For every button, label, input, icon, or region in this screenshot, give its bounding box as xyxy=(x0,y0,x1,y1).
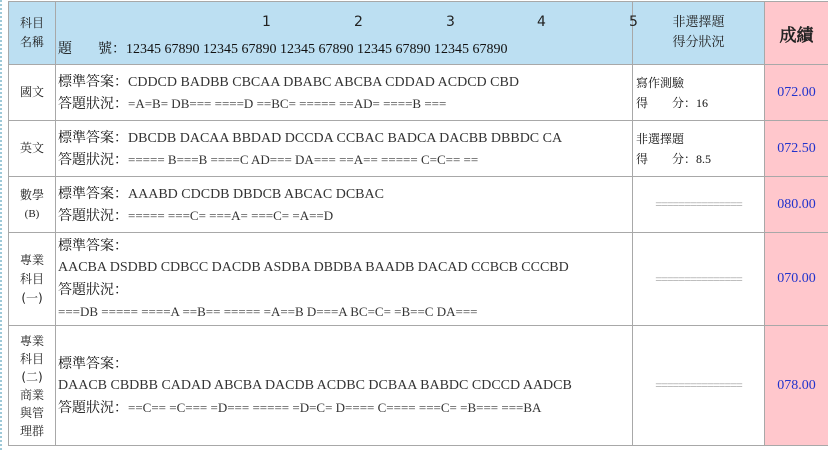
column-number-1: 1 xyxy=(262,14,271,30)
subject-name-professional-2 xyxy=(9,326,56,446)
nonselect-header-line-1: 非選擇題 xyxy=(672,15,725,30)
subject-name-line: 專業 xyxy=(19,252,44,267)
extra-dash: =============== xyxy=(633,177,765,233)
answer-status-label: 答題狀況： xyxy=(58,151,128,168)
subject-header-line-1: 科目 xyxy=(19,16,44,30)
answer-status: ===== ===C= ===A= ===C= =A==D xyxy=(128,207,334,223)
header-row xyxy=(9,2,828,65)
answer-status: ==C== =C=== =D=== ===== =D=C= D==== C==== ===C= =B=== ===BA xyxy=(128,399,542,415)
answer-cell xyxy=(56,65,633,121)
score-value: 080.00 xyxy=(765,177,828,233)
answer-status: ===DB ===== ====A ==B== ===== =A==B D===A BC=C= =B==C DA=== xyxy=(58,304,478,319)
subject-row-english xyxy=(9,121,828,177)
standard-answer: DAACB CBDBB CADAD ABCBA DACDB ACDBC DCBAA BABDC CDCCD AADCB xyxy=(58,377,572,393)
question-label-1: 題 xyxy=(58,41,72,57)
extra-title: 寫作測驗 xyxy=(636,75,685,90)
answer-status: ===== B===B ====C AD=== DA=== ==A== ===== C=C== == xyxy=(128,151,479,167)
score-value: 070.00 xyxy=(765,233,828,326)
subject-name-line: (B) xyxy=(24,207,40,220)
question-numbers: 12345 67890 12345 67890 12345 67890 12345 67890 12345 67890 xyxy=(126,42,508,57)
standard-answer: DBCDB DACAA BBDAD DCCDA CCBAC BADCA DACBB DBBDC CA xyxy=(128,130,563,146)
extra-score: 8.5 xyxy=(696,151,712,166)
nonselect-header xyxy=(633,2,765,65)
subject-name-line: 商業 xyxy=(19,387,44,402)
subject-header xyxy=(9,2,56,65)
subject-name-line: 國文 xyxy=(19,85,44,99)
subject-row-professional-1 xyxy=(9,233,828,326)
subject-name-line: (一) xyxy=(21,290,43,305)
answer-cell xyxy=(56,177,633,233)
extra-dash: =============== xyxy=(633,233,765,326)
extra-score-cell xyxy=(633,121,765,177)
subject-name-line: 科目 xyxy=(19,351,44,366)
question-number-line xyxy=(58,38,508,58)
column-number-5: 5 xyxy=(629,14,638,30)
subject-row-chinese xyxy=(9,65,828,121)
answer-status-label: 答題狀況： xyxy=(58,282,128,298)
question-label-2: 號： xyxy=(98,41,126,57)
score-table xyxy=(8,1,828,446)
subject-row-math xyxy=(9,177,828,233)
nonselect-header-line-2: 得分狀況 xyxy=(672,35,725,50)
column-number-3: 3 xyxy=(446,14,455,30)
standard-answer-label: 標準答案： xyxy=(58,355,128,372)
answer-status-label: 答題狀況： xyxy=(58,207,128,224)
subject-name-line: 與管 xyxy=(19,405,44,420)
standard-answer: AAABD CDCDB DBDCB ABCAC DCBAC xyxy=(128,186,384,202)
answer-cell xyxy=(56,233,633,326)
subject-header-line-2: 名稱 xyxy=(19,35,44,49)
extra-score-cell xyxy=(633,65,765,121)
standard-answer-label: 標準答案： xyxy=(58,185,128,202)
question-number-header xyxy=(56,2,638,65)
extra-dash: =============== xyxy=(633,326,765,446)
subject-name-line: 專業 xyxy=(19,333,44,348)
subject-name-math xyxy=(9,177,56,233)
score-value: 078.00 xyxy=(765,326,828,446)
extra-score-label: 得 分： xyxy=(636,95,697,110)
answer-cell xyxy=(56,326,633,446)
subject-name-english xyxy=(9,121,56,177)
left-dotted-border xyxy=(0,0,5,450)
score-value: 072.50 xyxy=(765,121,828,177)
subject-name-line: 科目 xyxy=(19,271,44,286)
standard-answer: AACBA DSDBD CDBCC DACDB ASDBA DBDBA BAADB DACAD CCBCB CCCBD xyxy=(58,260,569,275)
answer-cell xyxy=(56,121,633,177)
extra-score: 16 xyxy=(696,95,709,110)
subject-row-professional-2 xyxy=(9,326,828,446)
extra-score-label: 得 分： xyxy=(636,151,697,166)
answer-status-label: 答題狀況： xyxy=(58,95,128,112)
extra-title: 非選擇題 xyxy=(636,131,685,146)
standard-answer-label: 標準答案： xyxy=(58,238,128,254)
score-value: 072.00 xyxy=(765,65,828,121)
standard-answer: CDDCD BADBB CBCAA DBABC ABCBA CDDAD ACDCD CBD xyxy=(128,74,519,90)
standard-answer-label: 標準答案： xyxy=(58,129,128,146)
subject-name-professional-1 xyxy=(9,233,56,326)
answer-status-label: 答題狀況： xyxy=(58,399,128,416)
subject-name-line: 理群 xyxy=(19,423,44,438)
column-number-4: 4 xyxy=(537,14,546,30)
answer-status: =A=B= DB=== ====D ==BC= ===== ==AD= ====B === xyxy=(128,95,447,111)
subject-name-line: (二) xyxy=(21,369,43,384)
column-number-2: 2 xyxy=(354,14,363,30)
column-numbers xyxy=(56,14,638,34)
standard-answer-label: 標準答案： xyxy=(58,73,128,90)
score-header: 成績 xyxy=(765,2,828,65)
subject-name-line: 數學 xyxy=(19,187,44,202)
subject-name-chinese xyxy=(9,65,56,121)
subject-name-line: 英文 xyxy=(19,141,44,155)
